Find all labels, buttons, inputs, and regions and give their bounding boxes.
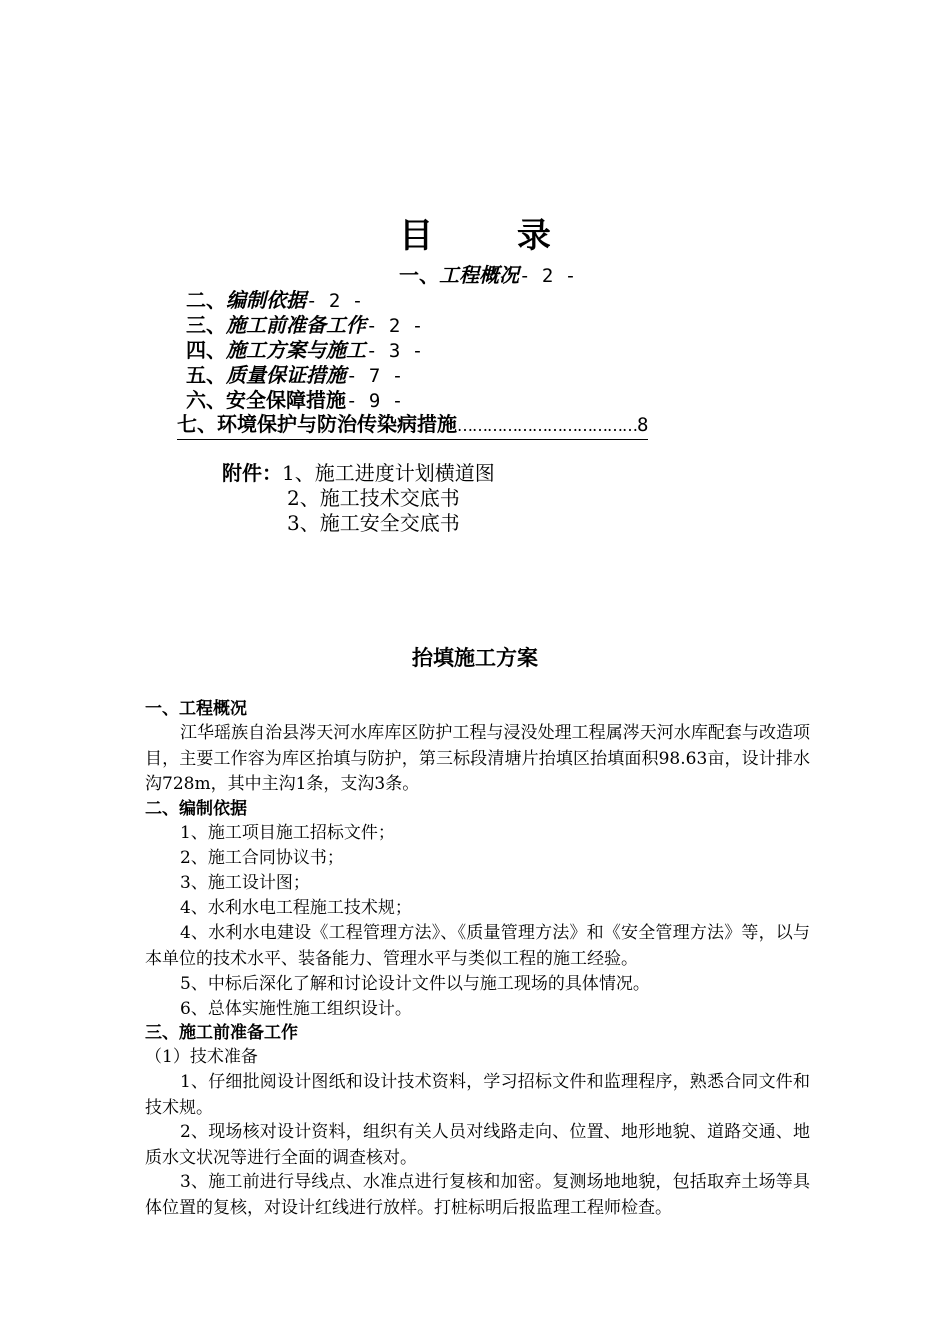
toc-item-2[interactable] <box>186 287 363 314</box>
toc-item-number: 二、 <box>186 288 226 312</box>
paragraph: 3、施工前进行导线点、水准点进行复核和加密。复测场地地貌，包括取弃土场等具体位置的复核，对设计红线进行放样。打桩标明后报监理工程师检查。 <box>145 1172 810 1218</box>
attachment-item: 3、施工安全交底书 <box>287 511 460 535</box>
toc-item-page: - 7 - <box>346 365 404 387</box>
section-heading: 一、工程概况 <box>145 699 247 719</box>
toc-item-5[interactable] <box>186 362 403 389</box>
toc-title: 目 录 <box>399 216 587 256</box>
toc-item-4[interactable] <box>186 337 423 364</box>
toc-item-number: 三、 <box>186 313 226 337</box>
attachment-label: 附件： <box>222 461 282 485</box>
toc-item-page: - 2 - <box>366 315 424 337</box>
toc-item-page: - 3 - <box>366 340 424 362</box>
toc-leader-dots: ……………………………… <box>457 416 637 435</box>
paragraph: 2、施工合同协议书； <box>180 848 344 868</box>
paragraph: 江华瑶族自治县涔天河水库库区防护工程与浸没处理工程属涔天河水库配套与改造项目，主要工作容为库区抬填与防护，第三标段清塘片抬填区抬填面积98.63亩，设计排水沟728m，其中主沟1条，支沟3条。 <box>145 723 810 795</box>
toc-item-1[interactable] <box>399 262 576 289</box>
subsection-heading: （1）技术准备 <box>145 1047 258 1067</box>
toc-item-page: - 2 - <box>519 265 577 287</box>
paragraph: 4、水利水电建设《工程管理方法》、《质量管理方法》和《安全管理方法》等，以与本单位的技术水平、装备能力、管理水平与类似工程的施工经验。 <box>145 923 810 969</box>
toc-item-number: 一、 <box>399 263 439 287</box>
toc-item-name: 编制依据 <box>226 288 306 312</box>
toc-item-3[interactable] <box>186 312 423 339</box>
toc-item-number: 六、 <box>186 388 226 412</box>
section-heading: 三、施工前准备工作 <box>145 1023 298 1043</box>
paragraph: 4、水利水电工程施工技术规； <box>180 898 412 918</box>
paragraph: 5、中标后深化了解和讨论设计文件以与施工现场的具体情况。 <box>180 974 650 994</box>
toc-item-name: 施工方案与施工 <box>226 338 366 362</box>
attachment-item: 1、施工进度计划横道图 <box>282 461 495 485</box>
toc-item-name: 环境保护与防治传染病措施 <box>217 412 457 436</box>
toc-item-7[interactable] <box>177 411 648 440</box>
paragraph: 3、施工设计图； <box>180 873 310 893</box>
toc-item-page: 8 <box>637 414 649 436</box>
section-heading: 二、编制依据 <box>145 799 247 819</box>
toc-item-6[interactable] <box>186 387 403 414</box>
toc-item-number: 五、 <box>186 363 226 387</box>
toc-item-page: - 9 - <box>346 390 404 412</box>
paragraph: 1、施工项目施工招标文件； <box>180 823 395 843</box>
toc-item-name: 安全保障措施 <box>226 388 346 412</box>
attachment-item: 2、施工技术交底书 <box>287 486 460 510</box>
toc-item-name: 质量保证措施 <box>226 363 346 387</box>
paragraph: 2、现场核对设计资料，组织有关人员对线路走向、位置、地形地貌、道路交通、地质水文状况等进行全面的调查核对。 <box>145 1122 810 1168</box>
paragraph: 1、仔细批阅设计图纸和设计技术资料，学习招标文件和监理程序，熟悉合同文件和技术规。 <box>145 1072 810 1118</box>
toc-item-page: - 2 - <box>306 290 364 312</box>
toc-item-name: 施工前准备工作 <box>226 313 366 337</box>
paragraph: 6、总体实施性施工组织设计。 <box>180 999 412 1019</box>
toc-item-number: 七、 <box>177 412 217 436</box>
document-title: 抬填施工方案 <box>412 645 538 670</box>
attachment-line-1 <box>222 460 495 486</box>
toc-item-name: 工程概况 <box>439 263 519 287</box>
toc-item-underline <box>177 411 648 440</box>
toc-item-number: 四、 <box>186 338 226 362</box>
